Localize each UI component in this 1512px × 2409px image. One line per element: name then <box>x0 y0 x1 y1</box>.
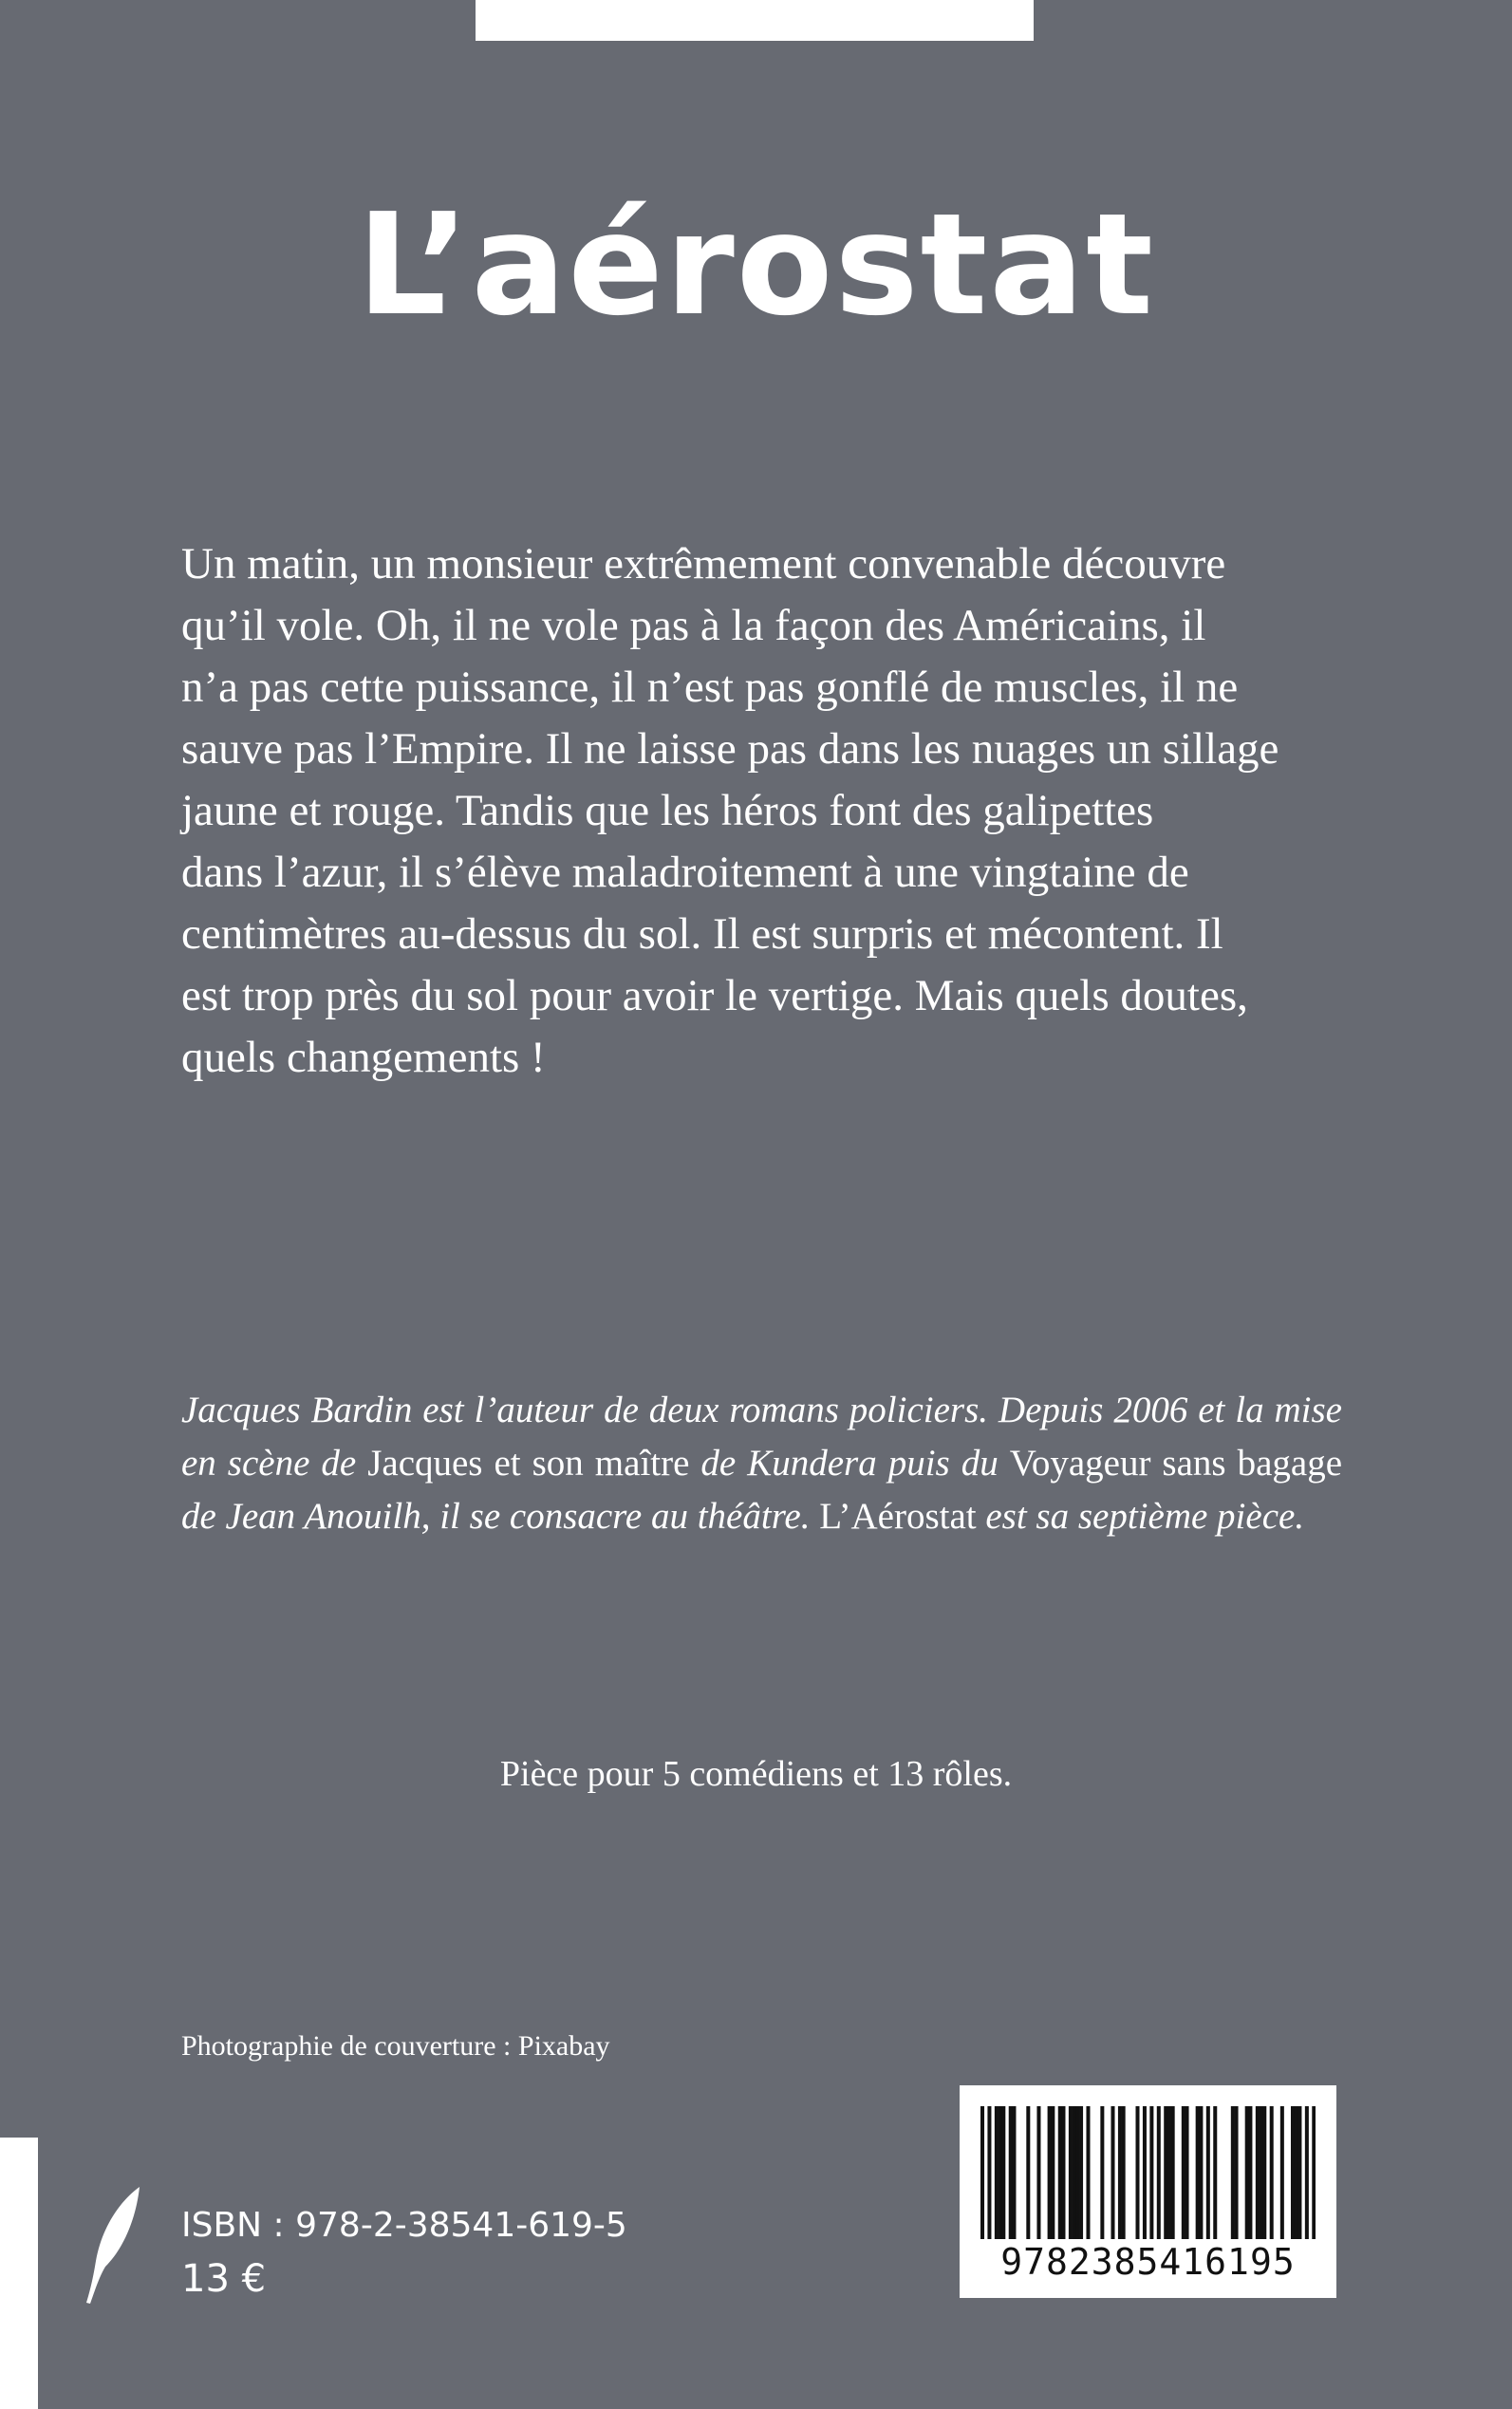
barcode-bar <box>1171 2106 1175 2239</box>
barcode-bar <box>1118 2106 1122 2239</box>
blurb-line: sauve pas l’Empire. Il ne laisse pas dans les nuages un sillage <box>181 724 1279 774</box>
barcode-bar <box>1262 2106 1266 2239</box>
barcode-bar <box>1256 2106 1260 2239</box>
barcode-bar <box>987 2106 991 2239</box>
barcode-bar <box>1291 2106 1295 2239</box>
barcode-bar <box>1312 2106 1316 2239</box>
barcode-bar <box>1079 2106 1083 2239</box>
barcode-bar <box>1100 2106 1104 2239</box>
bio-work-title: Jacques <box>367 1443 483 1484</box>
barcode-bar <box>1036 2106 1040 2239</box>
barcode-bar <box>1061 2106 1065 2239</box>
top-band <box>476 0 1034 41</box>
barcode-bar <box>999 2106 1002 2239</box>
blurb-line: Un matin, un monsieur extrêmement convenable découvre <box>181 539 1226 588</box>
bio-work-title: et son maître <box>494 1443 690 1484</box>
barcode-bar <box>1248 2106 1252 2239</box>
barcode-bar <box>1167 2106 1171 2239</box>
barcode-bar <box>1185 2106 1189 2239</box>
barcode-bar <box>1213 2106 1217 2239</box>
photo-credit: Photographie de couverture : Pixabay <box>181 2030 610 2062</box>
barcode-bar <box>1009 2106 1013 2239</box>
blurb <box>181 533 1342 1089</box>
barcode-bar <box>1069 2106 1073 2239</box>
barcode-bar <box>980 2106 984 2239</box>
barcode-bar <box>1073 2106 1076 2239</box>
bio-text: est sa septième pièce. <box>976 1496 1305 1537</box>
barcode <box>960 2085 1336 2298</box>
barcode-bar <box>1086 2106 1090 2239</box>
bio-text: de Kundera puis du <box>689 1443 1010 1484</box>
barcode-bar <box>1048 2106 1052 2239</box>
blurb-line: dans l’azur, il s’élève maladroitement à une vingtaine de <box>181 848 1189 897</box>
barcode-bar <box>1149 2106 1153 2239</box>
barcode-bar <box>1182 2106 1185 2239</box>
barcode-bar <box>1164 2106 1167 2239</box>
barcode-bar <box>995 2106 999 2239</box>
spine-strip <box>0 2138 38 2409</box>
barcode-bar <box>1012 2106 1016 2239</box>
price: 13 € <box>181 2257 267 2301</box>
barcode-bar <box>1058 2106 1062 2239</box>
barcode-bar <box>1122 2106 1126 2239</box>
barcode-bars <box>980 2106 1316 2239</box>
bio-text: Jacques Bardin est l’auteur de deux romans policiers. Depuis 2006 et la mise en scène de <box>181 1390 1342 1484</box>
blurb-line: n’a pas cette puissance, il n’est pas gonflé de muscles, il ne <box>181 663 1239 712</box>
blurb-line: quels changements ! <box>181 1033 546 1082</box>
bio-work-title: Voyageur sans bagage <box>1009 1443 1343 1484</box>
barcode-bar <box>1305 2106 1309 2239</box>
quill-icon <box>81 2183 147 2306</box>
barcode-bar <box>1235 2106 1239 2239</box>
cast-note: Pièce pour 5 comédiens et 13 rôles. <box>499 1754 1013 1794</box>
barcode-bar <box>1001 2106 1005 2239</box>
barcode-bar <box>1196 2106 1200 2239</box>
barcode-bar <box>1135 2106 1139 2239</box>
barcode-bar <box>1260 2106 1263 2239</box>
blurb-line: jaune et rouge. Tandis que les héros font des galipettes <box>181 786 1154 835</box>
barcode-bar <box>1026 2106 1030 2239</box>
barcode-bar <box>1270 2106 1274 2239</box>
barcode-bar <box>1245 2106 1249 2239</box>
barcode-bar <box>1280 2106 1284 2239</box>
bio-work-title: L’Aérostat <box>819 1496 977 1537</box>
blurb-line: qu’il vole. Oh, il ne vole pas à la façon des Américains, il <box>181 601 1206 650</box>
bio-text: de Jean Anouilh, il se consacre au théâtre. <box>181 1496 820 1537</box>
barcode-bar <box>1231 2106 1235 2239</box>
barcode-bar <box>1157 2106 1161 2239</box>
isbn: ISBN : 978-2-38541-619-5 <box>181 2206 627 2245</box>
barcode-bar <box>1143 2106 1147 2239</box>
barcode-bar <box>1295 2106 1298 2239</box>
barcode-bar <box>1199 2106 1203 2239</box>
barcode-bar <box>1051 2106 1055 2239</box>
author-bio <box>181 1384 1342 1543</box>
barcode-bar <box>1297 2106 1301 2239</box>
blurb-line: centimètres au-dessus du sol. Il est surpris et mécontent. Il <box>181 909 1223 959</box>
barcode-bar <box>1206 2106 1210 2239</box>
barcode-number: 9782385416195 <box>1000 2241 1296 2283</box>
barcode-bar <box>1111 2106 1114 2239</box>
bio-text <box>483 1443 495 1484</box>
book-title: L’aérostat <box>357 183 1155 346</box>
barcode-bar <box>1075 2106 1079 2239</box>
blurb-line: est trop près du sol pour avoir le vertige. Mais quels doutes, <box>181 971 1248 1020</box>
